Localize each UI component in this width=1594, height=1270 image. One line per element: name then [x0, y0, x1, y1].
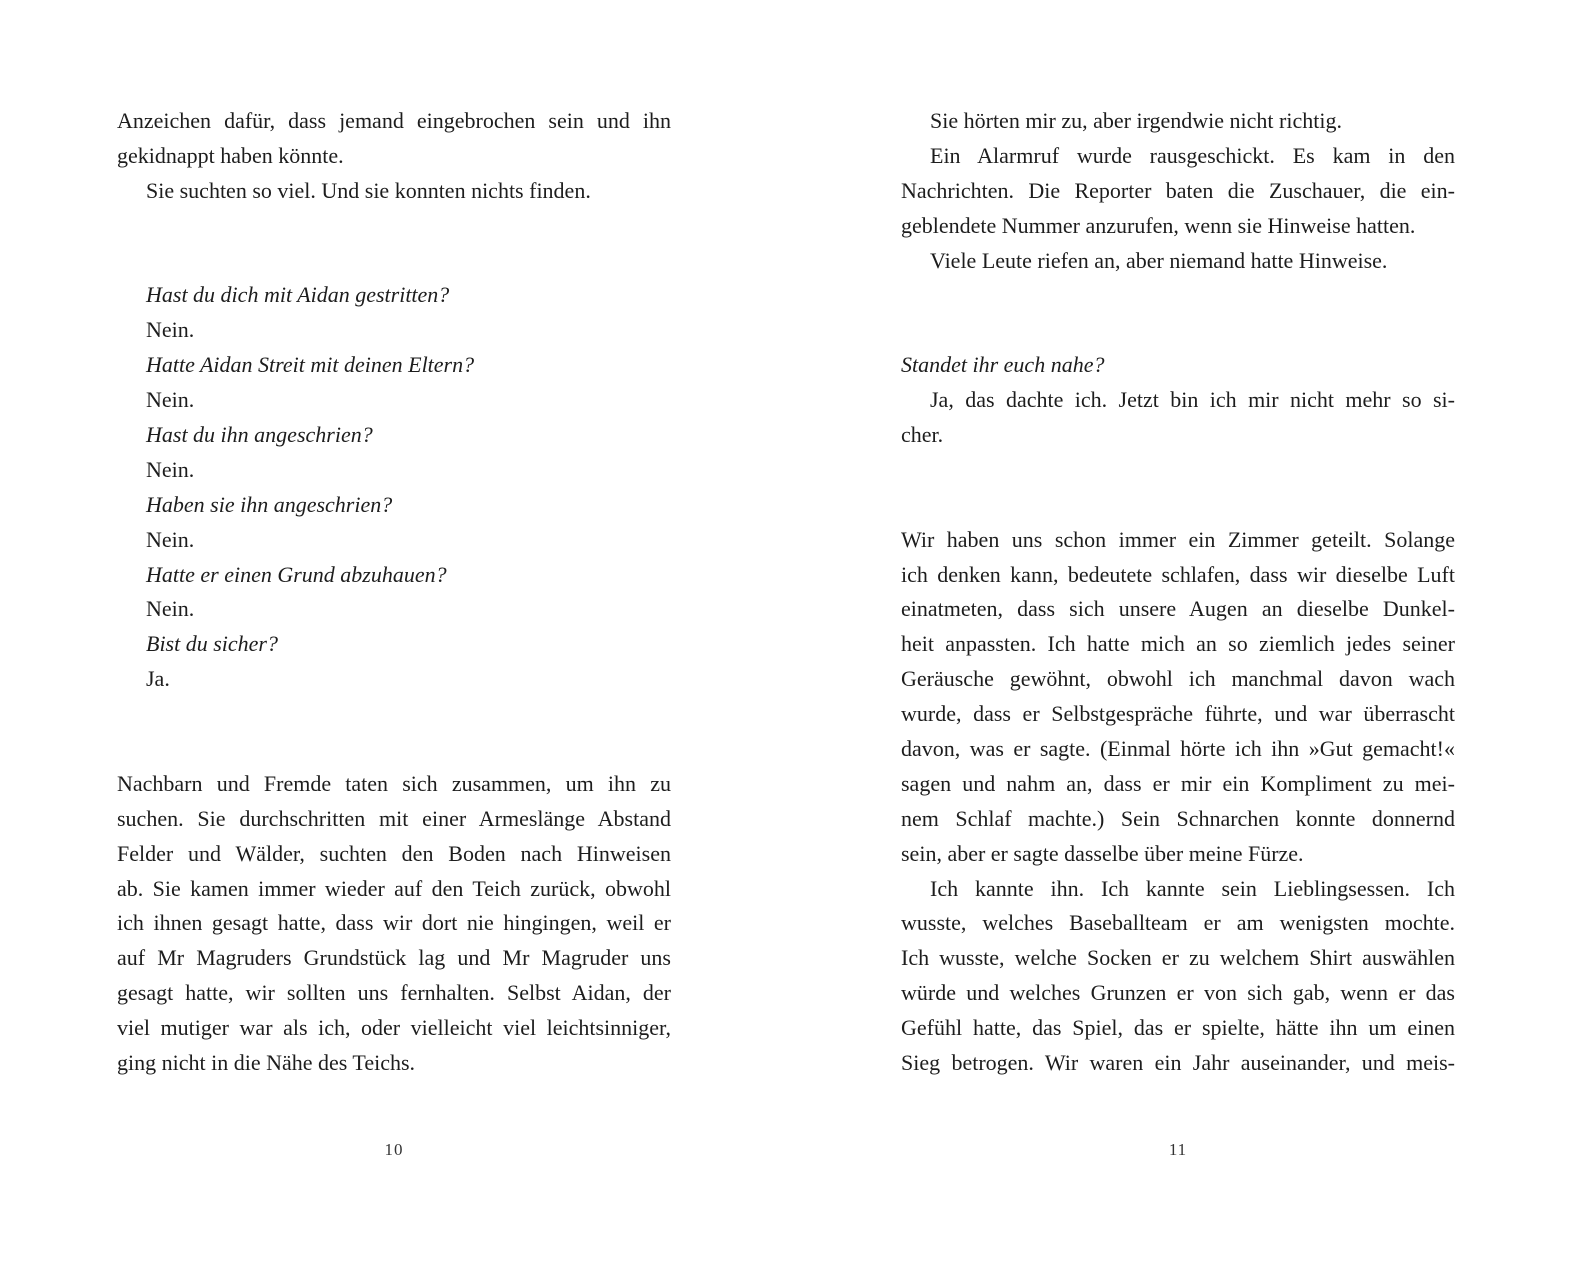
text-line: nem Schlaf machte.) Sein Schnarchen konnte donnernd	[901, 805, 1455, 831]
text-line: sagen und nahm an, dass er mir ein Kompliment zu mei-	[901, 770, 1455, 796]
text-line: Gefühl hatte, das Spiel, das er spielte, hätte ihn um einen	[901, 1015, 1455, 1041]
text-line: sein, aber er sagte dasselbe über meine Fürze.	[901, 840, 1304, 866]
text-line: ich ihnen gesagt hatte, dass wir dort nie hingingen, weil er	[117, 910, 671, 936]
text-line: Sieg betrogen. Wir waren ein Jahr auseinander, und meis-	[901, 1050, 1455, 1076]
text-line: Geräusche gewöhnt, obwohl ich manchmal davon wach	[901, 666, 1455, 692]
text-line: Nachrichten. Die Reporter baten die Zuschauer, die ein-	[901, 177, 1455, 203]
left-page	[117, 104, 671, 1081]
question-line: Hatte er einen Grund abzuhauen?	[146, 561, 447, 587]
text-line: Ein Alarmruf wurde rausgeschickt. Es kam in den	[930, 142, 1455, 168]
question-line: Bist du sicher?	[146, 631, 278, 657]
text-line: gesagt hatte, wir sollten uns fernhalten. Selbst Aidan, der	[117, 980, 671, 1006]
answer-line: Nein.	[146, 456, 195, 482]
text-line: würde und welches Grunzen er von sich gab, wenn er das	[901, 980, 1455, 1006]
answer-line: Nein.	[146, 387, 195, 413]
section-break	[117, 244, 671, 279]
answer-line: Ja, das dachte ich. Jetzt bin ich mir nicht mehr so si-	[930, 387, 1455, 413]
text-line: geblendete Nummer anzurufen, wenn sie Hinweise hatten.	[901, 212, 1416, 238]
page-number-right: 11	[1168, 1140, 1188, 1159]
text-line: davon, was er sagte. (Einmal hörte ich ihn »Gut gemacht!«	[901, 736, 1455, 762]
text-line: wurde, dass er Selbstgespräche führte, und war überrascht	[901, 701, 1455, 727]
text-line: wusste, welches Baseballteam er am wenigsten mochte.	[901, 910, 1455, 936]
section-break	[117, 732, 671, 767]
text-line: Anzeichen dafür, dass jemand eingebrochen sein und ihn	[117, 108, 671, 133]
text-line: Ich wusste, welche Socken er zu welchem Shirt auswählen	[901, 945, 1455, 971]
answer-line: Nein.	[146, 317, 195, 343]
section-break	[901, 453, 1455, 488]
text-line: ab. Sie kamen immer wieder auf den Teich zurück, obwohl	[117, 875, 671, 901]
text-line: Wir haben uns schon immer ein Zimmer geteilt. Solange	[901, 526, 1455, 552]
section-break	[901, 313, 1455, 348]
text-line: ging nicht in die Nähe des Teichs.	[117, 1050, 416, 1076]
question-line: Hatte Aidan Streit mit deinen Eltern?	[146, 352, 475, 378]
answer-line: Nein.	[146, 526, 195, 552]
question-line: Standet ihr euch nahe?	[901, 352, 1105, 378]
text-line: Sie suchten so viel. Und sie konnten nichts finden.	[146, 177, 591, 203]
text-line: Nachbarn und Fremde taten sich zusammen, um ihn zu	[117, 770, 671, 796]
question-line: Hast du ihn angeschrien?	[146, 422, 373, 448]
question-line: Hast du dich mit Aidan gestritten?	[146, 282, 450, 308]
text-line: viel mutiger war als ich, oder vielleicht viel leichtsinniger,	[117, 1015, 671, 1041]
section-break	[117, 697, 671, 732]
answer-line: Ja.	[146, 666, 170, 692]
text-line: einatmeten, dass sich unsere Augen an dieselbe Dunkel-	[901, 596, 1455, 622]
text-line: Felder und Wälder, suchten den Boden nach Hinweisen	[117, 840, 671, 866]
right-page	[901, 104, 1455, 1081]
text-line: Viele Leute riefen an, aber niemand hatte Hinweise.	[930, 247, 1388, 273]
text-line: auf Mr Magruders Grundstück lag und Mr Magruder uns	[117, 945, 671, 971]
section-break	[901, 488, 1455, 523]
text-line: suchen. Sie durchschritten mit einer Armeslänge Abstand	[117, 805, 671, 831]
answer-line: cher.	[901, 422, 944, 448]
section-break	[901, 278, 1455, 313]
text-line: Ich kannte ihn. Ich kannte sein Lieblingsessen. Ich	[930, 875, 1455, 901]
text-line: gekidnappt haben könnte.	[117, 142, 344, 168]
section-break	[117, 209, 671, 244]
question-line: Haben sie ihn angeschrien?	[146, 491, 393, 517]
text-line: ich denken kann, bedeutete schlafen, dass wir dieselbe Luft	[901, 561, 1455, 587]
text-line: heit anpassten. Ich hatte mich an so ziemlich jedes seiner	[901, 631, 1455, 657]
page-number-left: 10	[384, 1140, 404, 1159]
answer-line: Nein.	[146, 596, 195, 622]
text-line: Sie hörten mir zu, aber irgendwie nicht richtig.	[930, 108, 1342, 133]
